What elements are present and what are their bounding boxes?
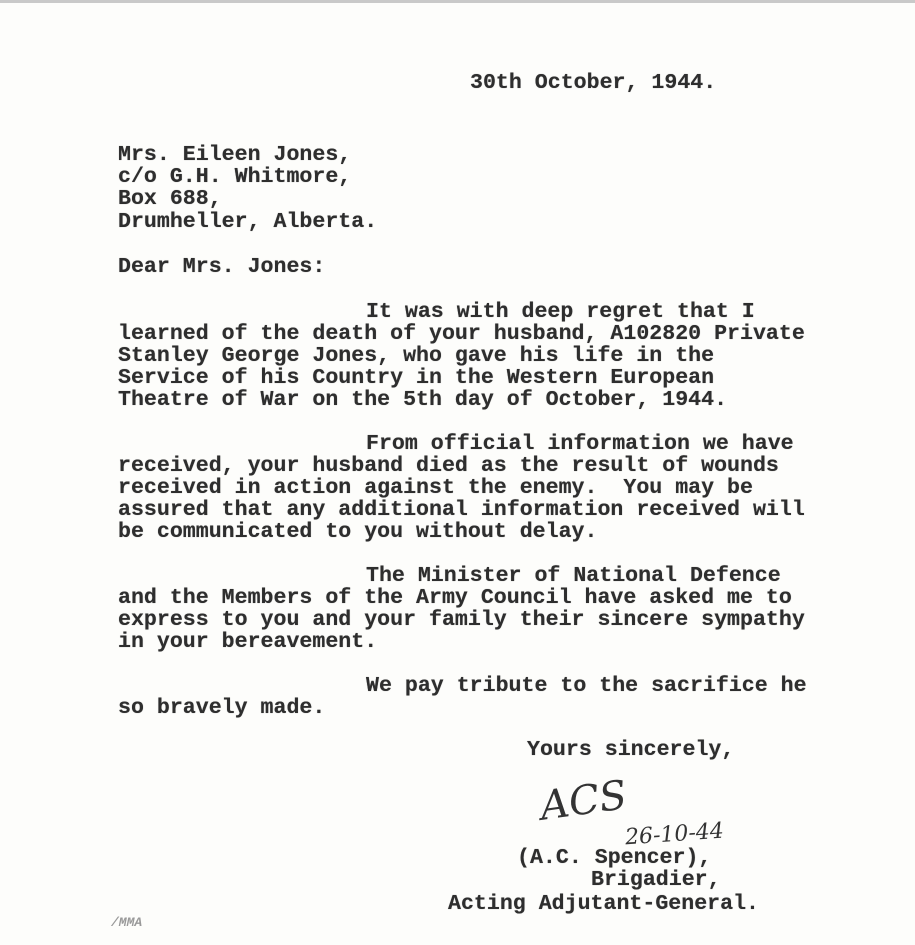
handwritten-date: 26-10-44 — [624, 818, 725, 851]
text-line: We pay tribute to the sacrifice he — [366, 674, 807, 698]
address-line: Box 688, — [118, 187, 222, 211]
text-line: so bravely made. — [118, 696, 326, 720]
text-line: assured that any additional information received will — [118, 498, 805, 522]
text-line: and the Members of the Army Council have asked me to — [118, 586, 792, 610]
address-line: c/o G.H. Whitmore, — [118, 165, 352, 189]
address-line: Drumheller, Alberta. — [118, 210, 378, 234]
text-line: in your bereavement. — [118, 630, 378, 654]
handwritten-signature: ACS — [537, 772, 630, 830]
signatory-rank: Brigadier, — [591, 868, 721, 892]
text-line: received, your husband died as the result of wounds — [118, 454, 779, 478]
address-line: Mrs. Eileen Jones, — [118, 143, 352, 167]
page-edge — [0, 0, 915, 3]
text-line: Stanley George Jones, who gave his life in the — [118, 344, 715, 368]
text-line: It was with deep regret that I — [366, 300, 755, 324]
text-line: learned of the death of your husband, A102820 Private — [118, 322, 805, 346]
text-line: Theatre of War on the 5th day of October, 1944. — [118, 388, 728, 412]
text-line: be communicated to you without delay. — [118, 520, 598, 544]
text-line: The Minister of National Defence — [366, 564, 781, 588]
letter-date: 30th October, 1944. — [470, 71, 717, 95]
typist-reference: /MMA — [111, 915, 143, 930]
salutation: Dear Mrs. Jones: — [118, 255, 326, 279]
text-line: received in action against the enemy. You may be — [118, 476, 753, 500]
text-line: Service of his Country in the Western European — [118, 366, 715, 390]
closing: Yours sincerely, — [527, 738, 735, 762]
signatory-title: Acting Adjutant-General. — [448, 892, 760, 916]
text-line: express to you and your family their sincere sympathy — [118, 608, 805, 632]
text-line: From official information we have — [366, 432, 794, 456]
signatory-name: (A.C. Spencer), — [517, 846, 712, 870]
